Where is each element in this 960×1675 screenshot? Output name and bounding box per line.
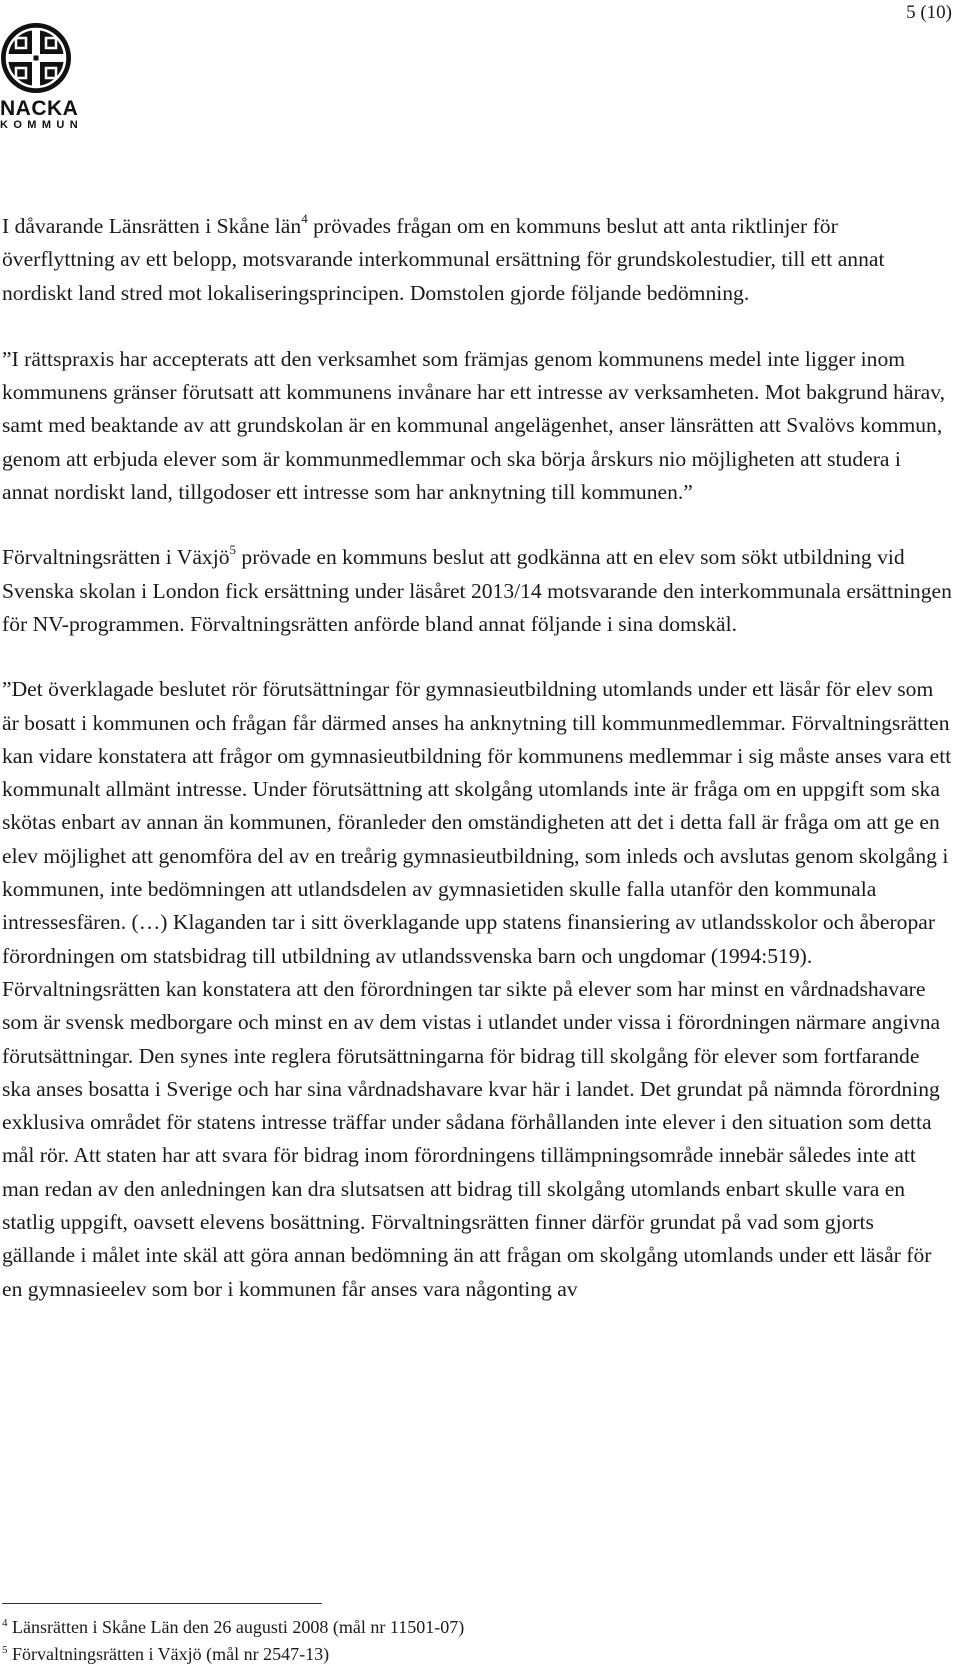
paragraph-text: prövades frågan om en kommuns beslut att anta riktlinjer för överflyttning av ett belopp, motsvarande interkommunal ersättning för grundskolestudier, till ett annat nordiskt land stred mot lokaliseringsprincipen. Domstolen gjorde följande bedömning.: [2, 214, 885, 305]
footnote-number: 5: [2, 1644, 8, 1656]
page-number: 5 (10): [906, 2, 952, 23]
footnote-4: [2, 1614, 464, 1641]
quote-lansratten: ”I rättspraxis har accepterats att den verksamhet som främjas genom kommunens medel inte ligger inom kommunens gränser förutsatt att kommunens invånare har ett intresse av verksamheten. Mot bakgrund härav, samt med beaktande av att grundskolan är en kommunal angelägenhet, anser länsrätten att Svalövs kommun, genom att erbjuda elever som är kommunmedlemmar och ska börja årskurs nio möjligheten att studera i annat nordiskt land, tillgodoser ett intresse som har anknytning till kommunen.”: [2, 346, 946, 505]
footnote-text: Förvaltningsrätten i Växjö (mål nr 2547-13): [7, 1644, 330, 1664]
paragraph-forvaltningsratten: [2, 541, 952, 641]
logo-name: NACKA: [0, 97, 79, 120]
footnote-5: [2, 1641, 464, 1668]
footnote-ref-5: 5: [229, 542, 237, 558]
quote-forvaltningsratten: ”Det överklagade beslutet rör förutsättningar för gymnasieutbildning utomlands under ett läsår för elev som är bosatt i kommunen och frågan får därmed anses ha anknytning till kommunmedlemmar. Förvaltningsrätten kan vidare konstatera att frågor om gymnasieutbildning för kommunens medlemmar i sig måste anses vara ett kommunalt allmänt intresse. Under förutsättning att skolgång utomlands inte är fråga om en uppgift som ska skötas enbart av annan än kommunen, föranleder den omständigheten att det i detta fall är fråga om att ge en elev möjlighet att genomföra del av en treårig gymnasieutbildning, som inleds och avslutas genom skolgång i kommunen, inte bedömningen att utlandsdelen av gymnasietiden skulle falla utanför den kommunala intressesfären. (…) Klaganden tar i sitt överklagande upp statens finansiering av utlandsskolor och åberopar förordningen om statsbidrag till utbildning av utlandssvenska barn och ungdomar (1994:519). Förvaltningsrätten kan konstatera att den förordningen tar sikte på elever som har minst en vårdnadshavare som är svensk medborgare och minst en av dem vistas i utlandet under vissa i förordningen närmare angivna förutsättningar. Den synes inte reglera förutsättningarna för bidrag till skolgång för elever som fortfarande ska anses bosatta i Sverige och har sina vårdnadshavare kvar här i landet. Det grundat på nämnda förordning exklusiva området för statens intresse träffar under sådana förhållanden inte elever i den situation som detta mål rör. Att staten har att svara för bidrag inom förordningens tillämpningsområde innebär således inte att man redan av den anledningen kan dra slutsatsen att bidrag till skolgång utomlands enbart skulle vara en statlig uppgift, oavsett elevens bosättning. Förvaltningsrätten finner därför grundat på vad som gjorts gällande i målet inte skäl att göra annan bedömning än att frågan om skolgång utomlands under ett läsår för en gymnasieelev som bor i kommunen får anses vara någonting av: [2, 677, 952, 1301]
logo-subtitle: KOMMUN: [0, 119, 84, 131]
footnote-ref-4: 4: [301, 210, 308, 226]
footnote-text: Länsrätten i Skåne Län den 26 augusti 2008 (mål nr 11501-07): [7, 1617, 465, 1637]
paragraph-text: Förvaltningsrätten i Växjö: [2, 545, 230, 570]
footnote-divider: [2, 1603, 322, 1604]
paragraph-lansratten: [2, 210, 952, 310]
footnotes: [2, 1614, 464, 1668]
document-body: [2, 210, 952, 1306]
paragraph-text: prövade en kommuns beslut att godkänna att en elev som sökt utbildning vid Svenska skolan i London fick ersättning under läsåret 2013/14 motsvarande den interkommunala ersättningen för NV-programmen. Förvaltningsrätten anförde bland annat följande i sina domskäl.: [2, 545, 952, 636]
footnote-number: 4: [2, 1617, 8, 1629]
paragraph-text: I dåvarande Länsrätten i Skåne län: [2, 214, 302, 238]
nacka-shield-icon: [0, 22, 72, 94]
nacka-kommun-logo: [0, 22, 84, 131]
